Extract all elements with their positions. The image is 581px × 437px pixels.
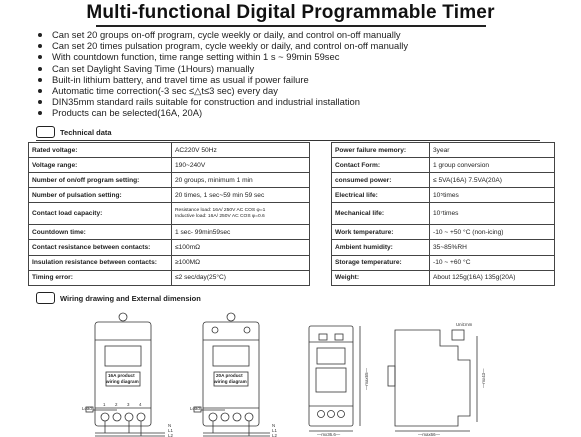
wiring-diagrams — [0, 300, 581, 437]
din-rail-slot — [388, 366, 395, 386]
feature-item: With countdown function, time range setting within 1 s ~ 99min 59sec — [34, 51, 574, 62]
unit-label: Unit:mm — [456, 322, 473, 327]
table-row — [29, 143, 555, 158]
spacer — [310, 173, 332, 188]
spec-value: ≤100mΩ — [172, 240, 310, 255]
feature-item: DIN35mm standard rails suitable for construction and industrial installation — [34, 96, 574, 107]
spec-key: Ambient humidity: — [332, 240, 430, 255]
line-label: L1 — [168, 428, 173, 433]
feature-item: Can set 20 groups on-off program, cycle weekly or daily, and control on-off manually — [34, 29, 574, 40]
diagram-label: wiring diagram — [106, 379, 139, 384]
spec-value-line: Inductive load: 16A/ 250V AC COS φ=0.6 — [175, 213, 265, 219]
spec-key: Timing error: — [29, 270, 172, 285]
terminal-screw-icon — [245, 413, 253, 421]
spec-value: 1 sec- 99min59sec — [172, 225, 310, 240]
lcd-display — [105, 346, 141, 366]
table-row — [29, 158, 555, 173]
terminal-number: 1 — [103, 402, 106, 407]
lcd-display — [213, 346, 249, 366]
feature-list — [34, 29, 574, 119]
line-label: L1 — [272, 428, 277, 433]
spec-value: 190~240V — [172, 158, 310, 173]
spec-key: Electrical life: — [332, 188, 430, 203]
feature-item: Automatic time correction(-3 sec ≤△t≤3 sec) every day — [34, 85, 574, 96]
title-underline — [96, 25, 486, 27]
terminal-screw-icon — [338, 411, 345, 418]
spacer — [310, 225, 332, 240]
spec-value: ≥100MΩ — [172, 255, 310, 270]
front-dimension-view — [309, 326, 360, 431]
spec-value: About 125g(16A) 135g(20A) — [430, 270, 555, 285]
table-row — [29, 188, 555, 203]
bullet-icon — [38, 44, 42, 48]
bullet-icon — [38, 111, 42, 115]
table-row — [29, 240, 555, 255]
bullet-icon — [38, 33, 42, 37]
spacer — [310, 270, 332, 285]
table-row — [29, 173, 555, 188]
spacer — [310, 240, 332, 255]
spec-key: Mechanical life: — [332, 203, 430, 225]
side-dimension-view — [388, 330, 477, 431]
terminal-screw-icon — [221, 413, 229, 421]
spec-value: -10 ~ +50 °C (non-icing) — [430, 225, 555, 240]
diagram-label: 20A product — [216, 373, 243, 378]
lcd-display — [317, 348, 345, 364]
terminal-screw-icon — [125, 413, 133, 421]
spec-key: Contact Form: — [332, 158, 430, 173]
dimension-label: —max66— — [418, 432, 440, 437]
terminal-number: 4 — [139, 402, 142, 407]
bullet-icon — [38, 55, 42, 59]
diagram-label: 16A product — [108, 373, 135, 378]
spacer — [310, 188, 332, 203]
bullet-icon — [38, 89, 42, 93]
spacer — [310, 143, 332, 158]
spec-value: -10 ~ +60 °C — [430, 255, 555, 270]
load-label: Load — [82, 406, 92, 411]
spec-table — [28, 142, 555, 286]
terminal-screw-icon — [244, 327, 250, 333]
feature-item: Can set 20 times pulsation program, cycle weekly or daily, and control on-off manually — [34, 40, 574, 51]
spec-value: ≤ 5VA(16A) 7.5VA(20A) — [430, 173, 555, 188]
checkbox-icon — [36, 126, 55, 138]
terminal-screw-icon — [318, 411, 325, 418]
spec-key: Contact load capacity: — [29, 203, 172, 225]
spec-key: Voltage range: — [29, 158, 172, 173]
terminal-screw-icon — [209, 413, 217, 421]
spec-key: Number of on/off program setting: — [29, 173, 172, 188]
line-label: L2 — [168, 433, 173, 437]
spec-value: 20 times, 1 sec~59 min 59 sec — [172, 188, 310, 203]
spec-key: Work temperature: — [332, 225, 430, 240]
diagram-canvas — [0, 300, 581, 437]
terminal-number: 2 — [115, 402, 118, 407]
spec-value: 10⁵times — [430, 188, 555, 203]
screw-icon — [119, 313, 127, 321]
spec-value: ≤2 sec/day(25°C) — [172, 270, 310, 285]
spacer — [310, 203, 332, 225]
bullet-icon — [38, 67, 42, 71]
spacer — [310, 158, 332, 173]
spec-value: 10⁷times — [430, 203, 555, 225]
table-row — [29, 270, 555, 285]
dimension-label: —max65— — [364, 368, 369, 390]
wiring-section-heading: Wiring drawing and External dimension — [36, 292, 201, 304]
terminal-screw-icon — [137, 413, 145, 421]
spec-value: 3year — [430, 143, 555, 158]
spec-key: Rated voltage: — [29, 143, 172, 158]
keypad-area — [316, 368, 346, 392]
table-row — [29, 225, 555, 240]
spec-key: consumed power: — [332, 173, 430, 188]
terminal-screw-icon — [328, 411, 335, 418]
line-label: N — [272, 423, 276, 428]
feature-item: Products can be selected(16A, 20A) — [34, 107, 574, 118]
terminal-screw-icon — [101, 413, 109, 421]
bullet-icon — [38, 78, 42, 82]
spec-key: Power failure memory: — [332, 143, 430, 158]
terminal-screw-icon — [212, 327, 218, 333]
spec-key: Countdown time: — [29, 225, 172, 240]
spec-value — [172, 203, 310, 225]
spec-value: AC220V 50Hz — [172, 143, 310, 158]
table-row — [29, 255, 555, 270]
bullet-icon — [38, 100, 42, 104]
terminal-number: 3 — [127, 402, 130, 407]
diagram-label: wiring diagram — [214, 379, 247, 384]
line-label: N — [168, 423, 172, 428]
load-label: Load — [190, 406, 200, 411]
spec-key: Insulation resistance between contacts: — [29, 255, 172, 270]
spec-key: Storage temperature: — [332, 255, 430, 270]
rail-clip — [452, 330, 464, 340]
screw-icon — [227, 313, 235, 321]
technical-data-heading: Technical data — [36, 126, 112, 138]
dimension-label: —mx36.6— — [317, 432, 341, 437]
spec-value: 1 group conversion — [430, 158, 555, 173]
dimension-label: —mx43— — [481, 368, 486, 388]
timer-side-outline — [395, 330, 470, 426]
feature-item: Built-in lithium battery, and travel time as usual if power failure — [34, 74, 574, 85]
table-row — [29, 203, 555, 225]
spec-value: 35~85%RH — [430, 240, 555, 255]
feature-item: Can set Daylight Saving Time (1Hours) manually — [34, 63, 574, 74]
spec-key: Contact resistance between contacts: — [29, 240, 172, 255]
spacer — [310, 255, 332, 270]
terminal-screw-icon — [233, 413, 241, 421]
terminal-block — [335, 334, 343, 340]
line-label: L2 — [272, 433, 277, 437]
spec-key: Weight: — [332, 270, 430, 285]
terminal-block — [319, 334, 327, 340]
spec-value: 20 groups, minimum 1 min — [172, 173, 310, 188]
section-divider — [36, 140, 540, 141]
spec-value-line: Resistance load: 16A/ 250V AC COS φ=1 — [175, 208, 266, 214]
spec-key: Number of pulsation setting: — [29, 188, 172, 203]
page-title: Multi-functional Digital Programmable Timer — [86, 2, 495, 23]
terminal-screw-icon — [113, 413, 121, 421]
